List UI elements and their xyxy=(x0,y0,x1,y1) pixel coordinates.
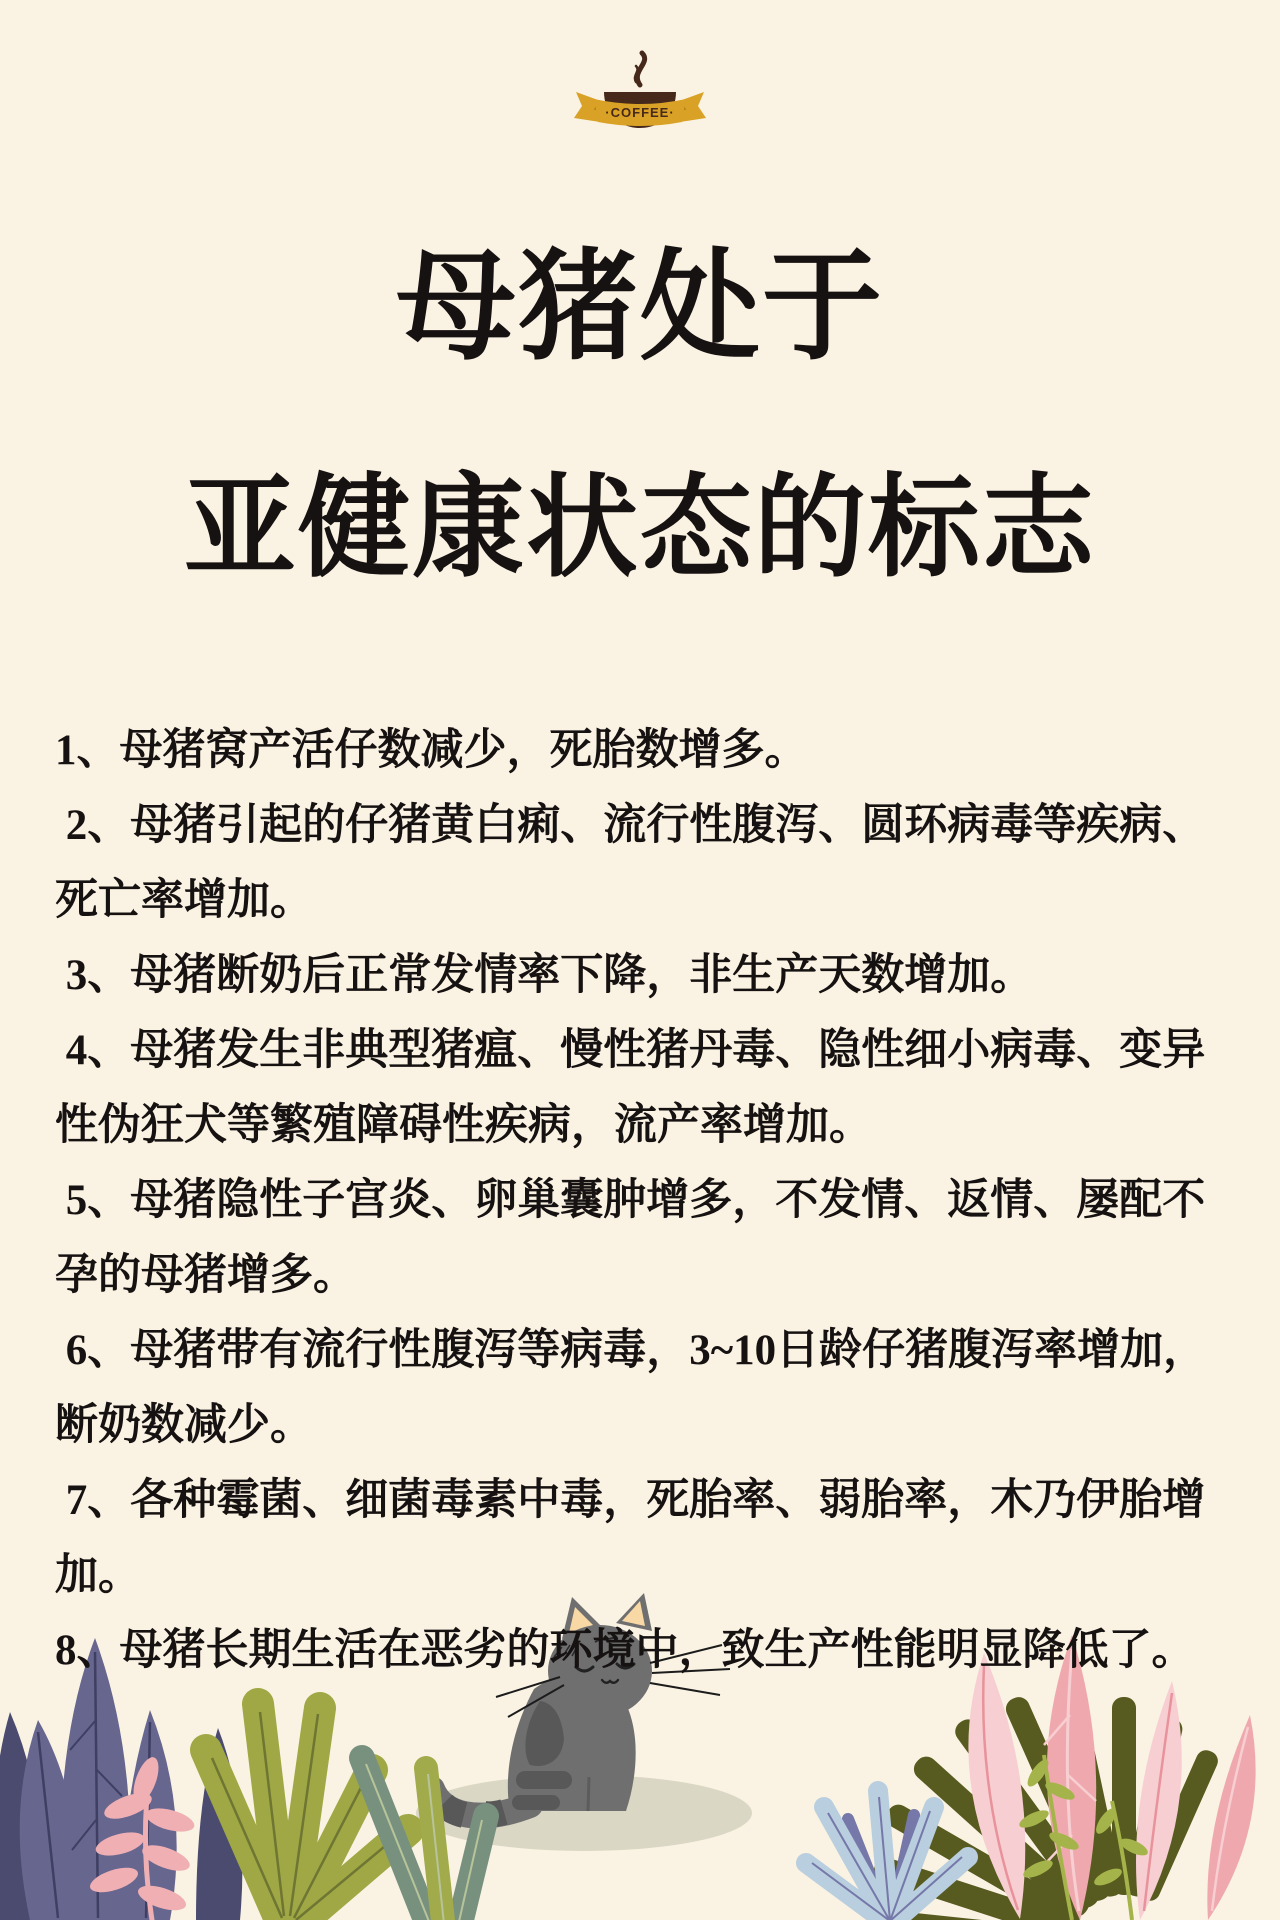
list-line: 5、母猪隐性子宫炎、卵巢囊肿增多，不发情、返情、屡配不 xyxy=(55,1177,1206,1224)
list-line: 加。 xyxy=(55,1552,141,1599)
list-line: 7、各种霉菌、细菌毒素中毒，死胎率、弱胎率，木乃伊胎增 xyxy=(55,1477,1206,1524)
list-item xyxy=(55,1313,1250,1463)
list-item xyxy=(55,713,1250,788)
list-line: 2、母猪引起的仔猪黄白痢、流行性腹泻、圆环病毒等疾病、 xyxy=(55,802,1206,849)
list-line: 1、母猪窝产活仔数减少，死胎数增多。 xyxy=(55,727,808,774)
page-title xyxy=(0,241,1280,591)
list-item xyxy=(55,1613,1250,1688)
list-item xyxy=(55,1013,1250,1163)
list-item xyxy=(55,788,1250,938)
coffee-logo-icon xyxy=(570,50,710,146)
list-line: 断奶数减少。 xyxy=(55,1402,313,1449)
list-item xyxy=(55,938,1250,1013)
teal-grass-icon xyxy=(362,1758,486,1920)
list-line: 性伪狂犬等繁殖障碍性疾病，流产率增加。 xyxy=(55,1102,872,1149)
title-line-2: 亚健康状态的标志 xyxy=(184,467,1096,591)
steam-icon xyxy=(635,53,645,85)
list-line: 6、母猪带有流行性腹泻等病毒，3~10日龄仔猪腹泻率增加， xyxy=(55,1327,1207,1374)
list-line: 孕的母猪增多。 xyxy=(55,1252,356,1299)
list-item xyxy=(55,1163,1250,1313)
list-line: 8、母猪长期生活在恶劣的环境中，致生产性能明显降低了。 xyxy=(55,1627,1195,1674)
list-line: 4、母猪发生非典型猪瘟、慢性猪丹毒、隐性细小病毒、变异 xyxy=(55,1027,1206,1074)
title-line-1: 母猪处于 xyxy=(396,241,884,374)
list-line: 死亡率增加。 xyxy=(55,877,313,924)
banner-text: ·COFFEE· xyxy=(605,105,675,120)
symptom-list xyxy=(55,713,1250,1688)
list-line: 3、母猪断奶后正常发情率下降，非生产天数增加。 xyxy=(55,952,1034,999)
list-item xyxy=(55,1463,1250,1613)
